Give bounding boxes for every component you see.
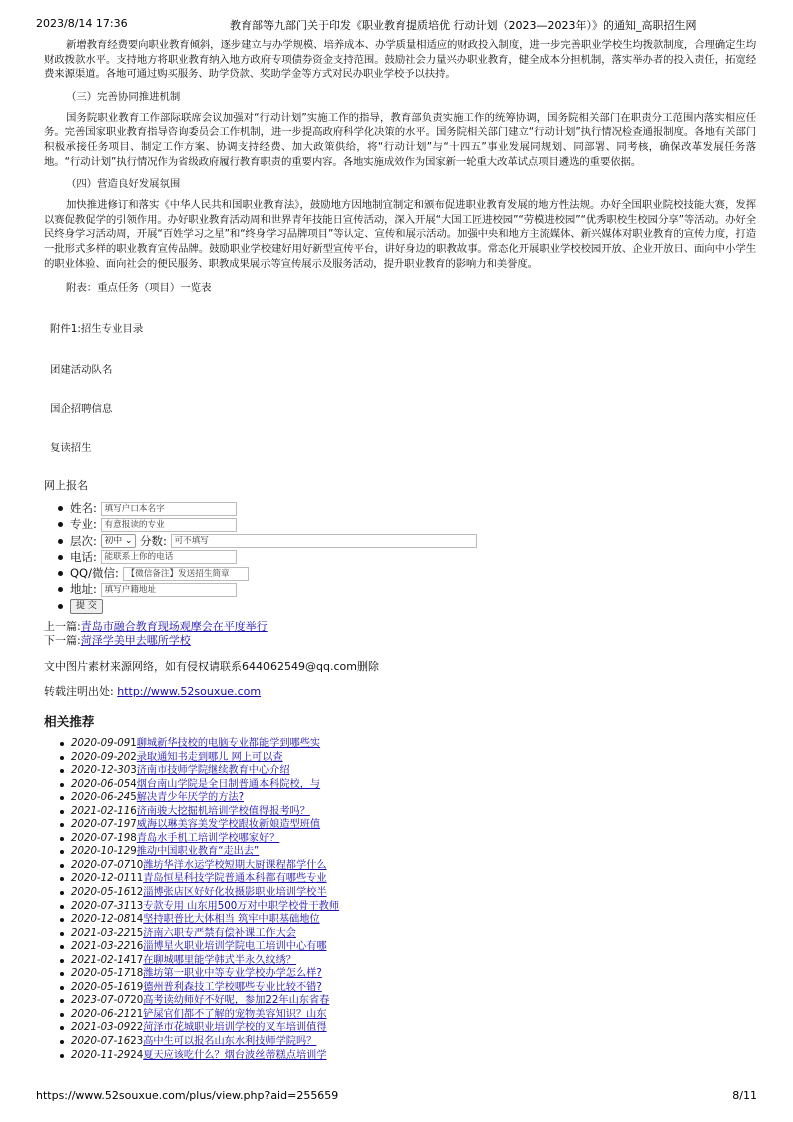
print-url: https://www.52souxue.com/plus/view.php?aid=255659 [36, 1089, 339, 1102]
related-item-link[interactable]: 潍坊华洋水运学校短期大厨课程都学什么 [143, 859, 327, 871]
paragraph-coordination: 国务院职业教育工作部际联席会议加强对“行动计划”实施工作的指导，教育部负责实施工作的统筹协调，国务院相关部门在职责分工范围内落实相应任务。完善国家职业教育指导咨询委员会工作机制，进一步提高政府科学化决策的水平。国务院相关部门建立“行动计划”执行情况检查通报制度。各地有关部门积极承接任务项目、制定工作方案、协调支持经费、加大政策供给，将“行动计划”与“十四五”事业发展同规划、同部署、同考核，确保改革发展任务落地。“行动计划”执行情况作为省级政府履行教育职责的重要内容。各地实施成效作为国家新一轮重大改革试点项目遴选的重要依据。 [44, 111, 756, 168]
level-select[interactable] [101, 534, 137, 548]
related-item-index: 13 [130, 900, 144, 912]
name-input[interactable]: 填写户口本名字 [101, 502, 237, 516]
related-item-date: 2021-02-14 [71, 954, 131, 966]
related-item-date: 2020-11-29 [71, 1049, 131, 1061]
related-item-index: 14 [130, 914, 144, 926]
print-header [36, 17, 757, 33]
related-item-link[interactable]: 高考读幼师好不好呢，参加22年山东省春 [143, 995, 330, 1007]
related-item [60, 751, 339, 765]
prev-article-link[interactable]: 青岛市融合教育现场观摩会在平度举行 [80, 620, 268, 633]
related-item-date: 2021-03-22 [71, 941, 131, 953]
related-item-date: 2023-07-07 [71, 995, 131, 1007]
related-list [60, 737, 339, 1062]
level-label: 层次: [70, 533, 97, 548]
form-row-major [58, 516, 477, 532]
next-article [44, 634, 268, 648]
related-item-date: 2020-07-16 [71, 1036, 131, 1048]
related-item-link[interactable]: 济南骏大挖掘机培训学校值得报考吗？ [136, 805, 310, 817]
print-datetime: 2023/8/14 17:36 [36, 17, 128, 30]
related-item-index: 5 [130, 792, 137, 804]
signup-title: 网上报名 [44, 479, 88, 492]
print-page-number: 8/11 [732, 1089, 757, 1102]
address-label: 地址: [70, 582, 97, 597]
related-item [60, 778, 339, 792]
section-heading-atmosphere: （四）营造良好发展氛围 [66, 178, 181, 191]
link-soe-jobs[interactable]: 国企招聘信息 [50, 403, 113, 415]
related-item [60, 1021, 339, 1035]
related-item-link[interactable]: 推动中国职业教育“走出去” [136, 846, 260, 858]
related-item [60, 845, 339, 859]
related-item-index: 23 [130, 1036, 144, 1048]
related-item-date: 2020-12-30 [71, 765, 131, 777]
related-item-index: 7 [130, 819, 137, 831]
major-label: 专业: [70, 517, 97, 532]
related-item-date: 2020-05-16 [71, 981, 131, 993]
related-title: 相关推荐 [44, 714, 95, 729]
related-item-link[interactable]: 潍坊第一职业中等专业学校办学怎么样? [143, 968, 322, 980]
related-item [60, 1008, 339, 1022]
related-item-index: 12 [130, 887, 144, 899]
submit-button[interactable]: 提 交 [70, 599, 103, 614]
next-label: 下一篇: [44, 633, 81, 647]
form-row-address [58, 581, 477, 597]
chevron-down-icon: ⌄ [124, 536, 133, 547]
related-item [60, 927, 339, 941]
related-item [60, 954, 339, 968]
related-item [60, 737, 339, 751]
related-item-index: 10 [130, 859, 144, 871]
related-item-index: 1 [130, 738, 137, 749]
related-item-link[interactable]: 威海以琳美容美发学校跟妆新娘造型班值 [136, 819, 321, 831]
related-item-link[interactable]: 淄博星火职业培训学院电工培训中心有哪 [143, 941, 327, 953]
related-item [60, 913, 339, 927]
qq-input[interactable]: 【微信备注】发送招生简章 [123, 567, 249, 581]
section-heading-coordination: （三）完善协同推进机制 [66, 90, 181, 103]
phone-input[interactable]: 能联系上你的电话 [101, 550, 237, 564]
related-item-index: 24 [130, 1049, 144, 1061]
form-row-qq [58, 565, 477, 581]
attachment-note: 附表：重点任务（项目）一览表 [66, 282, 212, 295]
related-item-link[interactable]: 菏泽市花城职业培训学校的叉车培训值得 [143, 1022, 327, 1034]
related-item-link[interactable]: 解决青少年厌学的方法? [136, 792, 244, 804]
related-item-link[interactable]: 淄博张店区好好化妆摄影职业培训学校半 [143, 887, 327, 899]
related-item [60, 791, 339, 805]
related-item-date: 2020-12-01 [71, 873, 131, 885]
copyright-notice: 文中图片素材来源网络，如有侵权请联系644062549@qq.com删除 [44, 660, 379, 673]
related-item-date: 2020-09-20 [71, 751, 131, 763]
related-item-link[interactable]: 坚持职普比大体相当 筑牢中职基础地位 [143, 914, 320, 926]
related-item-date: 2020-12-08 [71, 914, 131, 926]
related-item [60, 994, 339, 1008]
related-item [60, 1035, 339, 1049]
related-item-link[interactable]: 夏天应该吃什么？烟台波丝蒂糕点培训学 [143, 1049, 327, 1061]
related-item [60, 886, 339, 900]
related-item-link[interactable]: 青岛恒星科技学院普通本科都有哪些专业 [143, 873, 327, 885]
related-item [60, 764, 339, 778]
related-item [60, 818, 339, 832]
related-item-date: 2020-07-07 [71, 859, 131, 871]
prev-label: 上一篇: [44, 620, 81, 633]
related-item-index: 18 [130, 968, 144, 980]
related-item-date: 2020-05-17 [71, 968, 131, 980]
related-item-link[interactable]: 专款专用 山东用500万对中职学校骨干教师 [143, 900, 340, 912]
related-item-index: 6 [130, 805, 137, 817]
print-page-title: 教育部等九部门关于印发《职业教育提质培优 行动计划（2023—2023年）》的通知_高职招生网 [230, 19, 697, 32]
link-repeat-enroll[interactable]: 复读招生 [50, 442, 92, 454]
print-footer [36, 1089, 757, 1105]
related-item-date: 2021-02-11 [71, 805, 131, 817]
related-item-date: 2021-03-09 [71, 1022, 131, 1034]
score-label: 分数: [139, 533, 167, 548]
related-item-link[interactable]: 济南六职专严禁有偿补课工作大会 [143, 927, 296, 939]
related-item-date: 2020-06-05 [71, 778, 131, 790]
related-item-index: 16 [130, 941, 144, 953]
level-select-value: 初中 [104, 536, 123, 547]
qq-label: QQ/微信: [70, 566, 119, 581]
related-item [60, 900, 339, 914]
related-item-link[interactable]: 录取通知书走到哪儿 网上可以查 [136, 751, 283, 763]
related-item-date: 2020-06-24 [71, 792, 131, 804]
related-item-index: 2 [130, 751, 137, 763]
related-item [60, 832, 339, 846]
related-item [60, 1049, 339, 1063]
related-item-index: 21 [130, 1008, 144, 1020]
link-team-names[interactable]: 团建活动队名 [50, 364, 113, 376]
related-item-index: 4 [130, 778, 137, 790]
related-item [60, 805, 339, 819]
related-item [60, 872, 339, 886]
related-item-date: 2021-03-22 [71, 927, 131, 939]
paragraph-atmosphere: 加快推进修订和落实《中华人民共和国职业教育法》，鼓励地方因地制宜制定和颁布促进职业教育发展的地方性法规。办好全国职业院校技能大赛，发挥以赛促教促学的引领作用。办好职业教育活动周和世界青年技能日宣传活动，深入开展“大国工匠进校园”“劳模进校园”“优秀职校生校园分享”等活动。办好全民终身学习活动周，开展“百姓学习之星”和“终身学习品牌项目”等认定、宣传和展示活动。加强中央和地方主流媒体、新兴媒体对职业教育的宣传力度，打造一批形式多样的职业教育宣传品牌。鼓励职业学校建好用好新型宣传平台，讲好身边的职教故事。常态化开展职业学校校园开放、企业开放日、面向中小学生的职业体验、面向社会的便民服务、职教成果展示等宣传展示及服务活动，提升职业教育的影响力和美誉度。 [44, 199, 756, 270]
related-item-link[interactable]: 德州普利森技工学校哪些专业比较不错? [143, 981, 322, 993]
related-item-index: 15 [130, 927, 144, 939]
major-input[interactable]: 有意报读的专业 [101, 518, 237, 532]
score-input[interactable]: 可不填写 [171, 534, 477, 548]
phone-label: 电话: [70, 549, 97, 564]
related-item-index: 3 [130, 765, 137, 777]
repost-notice [44, 683, 261, 699]
paragraph-funding: 新增教育经费要向职业教育倾斜，逐步建立与办学规模、培养成本、办学质量相适应的财政投入制度，进一步完善职业学校生均拨款制度，合理确定生均财政拨款水平。支持地方将职业教育纳入地方政府专项债券资金支持范围。鼓励社会力量兴办职业教育，健全成本分担机制，落实举办者的投入责任，拓宽经费来源渠道。各地可通过购买服务、助学贷款、奖助学金等方式对民办职业学校予以扶持。 [44, 39, 756, 81]
related-item [60, 859, 339, 873]
related-item-link[interactable]: 高中生可以报名山东水利技师学院吗？ [143, 1036, 317, 1048]
related-item-date: 2020-10-12 [71, 846, 131, 858]
related-item-index: 19 [130, 981, 144, 993]
related-item-link[interactable]: 在聊城哪里能学韩式半永久纹绣？ [143, 954, 296, 966]
repost-link[interactable]: http://www.52souxue.com [117, 685, 262, 698]
repost-label: 转载注明出处: [44, 685, 114, 698]
signup-form [58, 500, 477, 614]
related-item-link[interactable]: 铲屎官们都不了解的宠物美容知识？山东 [143, 1008, 327, 1020]
related-item-link[interactable]: 聊城新华技校的电脑专业都能学到哪些实 [136, 738, 321, 749]
related-item-link[interactable]: 烟台南山学院是全日制普通本科院校，与 [136, 778, 321, 790]
related-item-date: 2020-06-21 [71, 1008, 131, 1020]
form-row-phone [58, 549, 477, 565]
related-item-date: 2020-09-09 [71, 738, 131, 749]
article-body [44, 38, 756, 294]
related-item-link[interactable]: 青岛水手机工培训学校哪家好？ [136, 832, 280, 844]
related-item-date: 2020-05-16 [71, 887, 131, 899]
related-item [60, 981, 339, 995]
link-enroll-catalog[interactable]: 附件1:招生专业目录 [50, 323, 144, 335]
form-row-submit [58, 598, 477, 614]
name-label: 姓名: [70, 501, 97, 515]
form-row-name [58, 500, 477, 516]
related-item-date: 2020-07-19 [71, 832, 131, 844]
related-item-link[interactable]: 济南市技师学院继续教育中心介绍 [136, 765, 290, 777]
related-item-index: 8 [130, 832, 137, 844]
related-item-index: 17 [130, 954, 144, 966]
form-row-level [58, 533, 477, 549]
related-item [60, 940, 339, 954]
related-item-index: 20 [130, 995, 144, 1007]
related-item-index: 11 [130, 873, 144, 885]
related-item [60, 967, 339, 981]
prev-next-nav [44, 620, 268, 647]
related-item-index: 9 [130, 846, 137, 858]
related-item-index: 22 [130, 1022, 144, 1034]
address-input[interactable]: 填写户籍地址 [101, 583, 237, 597]
related-item-date: 2020-07-19 [71, 819, 131, 831]
related-item-date: 2020-07-31 [71, 900, 131, 912]
next-article-link[interactable]: 菏泽学美甲去哪所学校 [80, 633, 191, 647]
prev-article [44, 620, 268, 634]
